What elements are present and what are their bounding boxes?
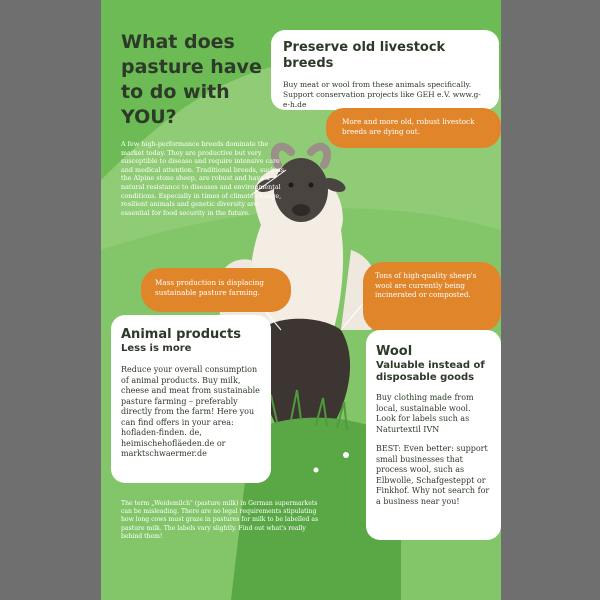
page-title: What does pasture have to do with YOU? bbox=[121, 31, 262, 128]
breeds-body: Buy meat or wool from these animals specifically. Support conservation projects like GEH e.V. www.g-e-h.de bbox=[283, 80, 481, 109]
animal-products-heading: Animal products bbox=[121, 327, 241, 342]
wool-waste-bubble: Tons of high-quality sheep's wool are currently being incinerated or composted. bbox=[363, 262, 501, 332]
intro-text: A few high-performance breeds dominate the market today. They are productive but very susceptible to disease and require intensive care and medical attention. Traditional breeds, such as the Alpine stone sheep, are robust and have a natural resistance to diseases and environmental conditions. Especially in times of climate change, resilient animals and genetic diversity are essential for food security in the future. bbox=[121, 140, 285, 217]
wool-subheading: Valuable instead of disposable goods bbox=[376, 360, 485, 383]
footnote-text: The term „Weidemilch" (pasture milk) in German supermarkets can be misleading. There are no legal requirements stipulating how long cows must graze in pastures for milk to be labelled as pasture milk. The labels vary slightly. Find out what's really behind them! bbox=[121, 500, 319, 540]
wool-body-2: BEST: Even better: support small businesses that process wool, such as Elbwolle, Schafgesteppt or Finkhof. Why not search for a business near you! bbox=[376, 444, 490, 506]
wool-heading: Wool bbox=[376, 344, 413, 359]
animal-products-body: Reduce your overall consumption of animal products. Buy milk, cheese and meat from sustainable pasture farming – preferably directly from the farm! Here you can find offers in your area: hofladen-finden. de, heimischehofläeden.de or marktschwaermer.de bbox=[121, 365, 260, 458]
wool-body-1: Buy clothing made from local, sustainable wool. Look for labels such as Naturtextil IVN bbox=[376, 393, 474, 434]
breeds-heading: Preserve old livestock breeds bbox=[283, 40, 446, 71]
dying-breeds-bubble: More and more old, robust livestock breeds are dying out. bbox=[326, 108, 501, 148]
wool-card bbox=[366, 330, 501, 540]
poster bbox=[101, 0, 501, 600]
mass-production-bubble: Mass production is displacing sustainable pasture farming. bbox=[141, 268, 291, 312]
animal-products-card bbox=[111, 315, 271, 483]
animal-products-subheading: Less is more bbox=[121, 343, 192, 354]
breeds-card bbox=[271, 30, 499, 110]
